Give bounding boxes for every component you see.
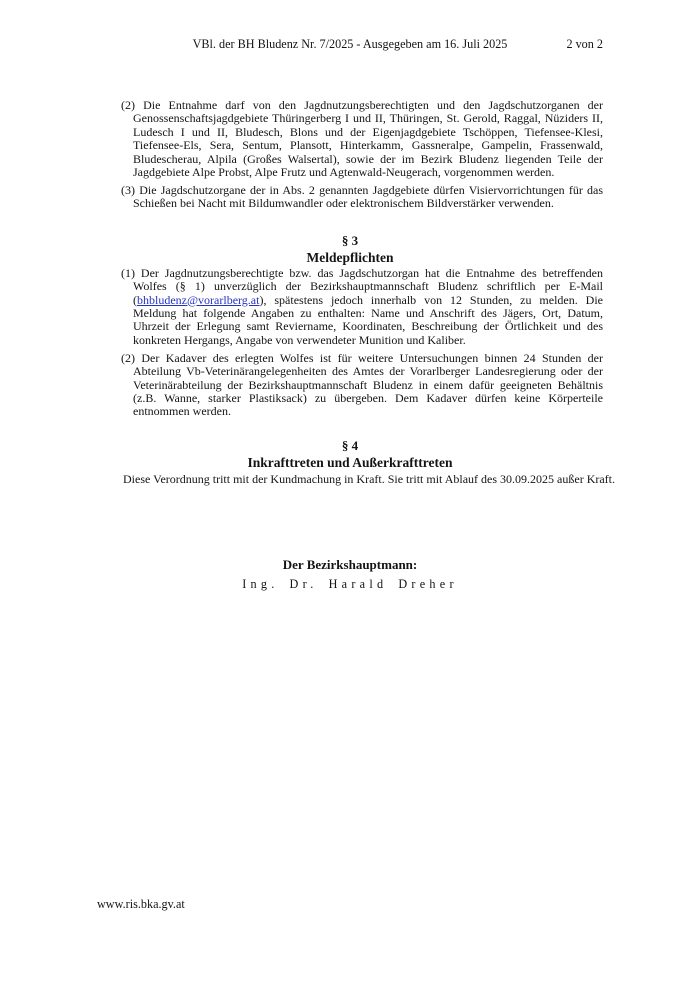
signature-role: Der Bezirkshauptmann: [282,557,418,573]
section-3-number: § 3 [341,232,359,248]
paragraph-s2-abs2 [97,99,603,179]
paragraph-marker: (2) [121,350,135,365]
paragraph-s3-abs2 [97,352,603,419]
page-header [97,37,603,51]
paragraph-marker: (2) [121,98,135,112]
paragraph-text: Die Entnahme darf von den Jagdnutzungsberechtigten und den Jagdschutzorganen der Genossenschaftsjagdgebiete Thüringerberg I und II, Thüringen, St. Gerold, Raggal, Nüziders II, Ludesch I und II, Bludesch, Blons und der Eigenjagdgebiete Tschöppen, Tiefensee-Klesi, Tiefensee-Els, Sera, Sentum, Plansott, Hinterkamm, Gassneralpe, Gampelin, Frassenwald, Bludescherau, Alpila (Großes Walsertal), sowie der im Bezirk Bludenz liegenden Teile der Jagdgebiete Alpe Probst, Alpe Frutz und Agtenwald-Neugerach, vorgenommen werden. [133,98,604,180]
footer-website: www.ris.bka.gv.at [97,897,185,911]
email-link[interactable]: bhbludenz@vorarlberg.at [137,292,260,307]
section-3-title: Meldepflichten [306,249,394,265]
document-body [97,98,616,592]
text-after-email: ), spätestens jedoch innerhalb von 12 Stunden, zu melden. Die Meldung hat folgende Angaben zu enthalten: Name und Anschrift des Jägers, Ort, Datum, Uhrzeit der Erlegung samt Reviername, Koordinaten, Beschreibung der Örtlichkeit und des konkreten Hergangs, Angabe von verwendeter Munition und Kaliber. [133,292,603,347]
text-before-email: Der Jagdnutzungsberechtigte bzw. das Jagdschutzorgan hat die Entnahme des betreffenden Wolfes (§ 1) unverzüglich der Bezirkshauptmannschaft Bludenz schriftlich per E-Mail ( [133,265,603,307]
paragraph-text [133,266,603,347]
page-number: 2 von 2 [566,37,603,51]
section-4-text: Diese Verordnung tritt mit der Kundmachung in Kraft. Sie tritt mit Ablauf des 30.09.2025 außer Kraft. [123,471,616,486]
page-footer [97,897,185,911]
section-4-number: § 4 [341,438,359,454]
signature-name: Ing. Dr. Harald Dreher [242,576,458,591]
paragraph-s2-abs3 [97,184,603,211]
paragraph-text: Die Jagdschutzorgane der in Abs. 2 genannten Jagdgebiete dürfen Visiervorrichtungen für das Schießen bei Nacht mit Bildumwandler oder elektronischem Bildverstärker verwenden. [133,182,604,211]
paragraph-marker: (1) [121,265,135,280]
paragraph-marker: (3) [121,182,135,197]
header-title: VBl. der BH Bludenz Nr. 7/2025 - Ausgegeben am 16. Juli 2025 [192,37,508,51]
paragraph-s3-abs1 [97,267,603,347]
section-4-title: Inkrafttreten und Außerkrafttreten [247,455,453,471]
paragraph-text: Der Kadaver des erlegten Wolfes ist für weitere Untersuchungen binnen 24 Stunden der Abteilung Vb-Veterinärangelegenheiten des Amtes der Vorarlberger Landesregierung oder der Veterinärabteilung der Bezirkshauptmannschaft Bludenz in einem dafür geeigneten Behältnis (z.B. Wanne, starker Plastiksack) zu übergeben. Dem Kadaver dürfen keine Körperteile entnommen werden. [133,350,603,419]
